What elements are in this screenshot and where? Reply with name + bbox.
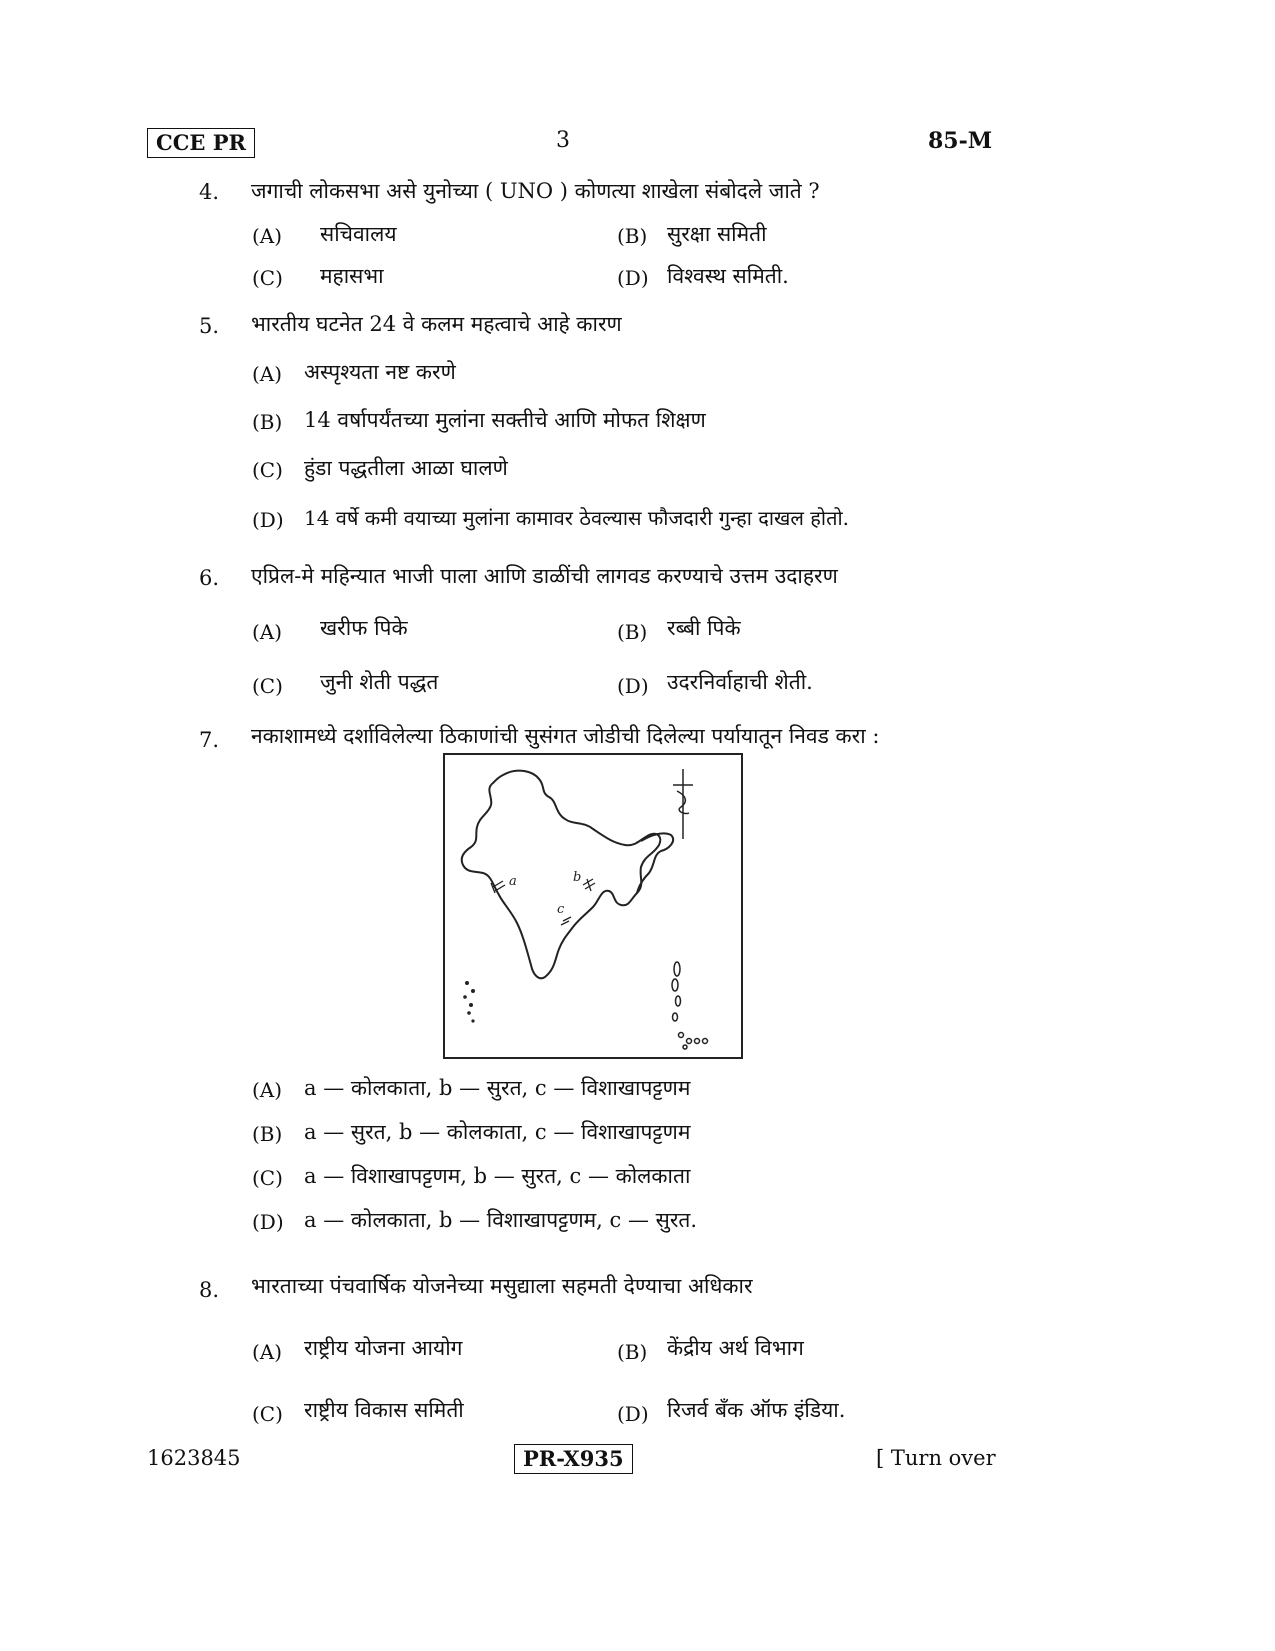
question-4-text: जगाची लोकसभा असे युनोच्या ( UNO ) कोणत्या शाखेला संबोदले जाते ? [251,179,820,203]
q5-option-a-text: अस्पृश्यता नष्ट करणे [304,360,456,384]
q5-option-d-label: (D) [252,508,284,532]
footer-code: PR-X935 [523,1446,624,1471]
q6-option-b-label: (B) [617,620,648,644]
map-marker-a: a [509,874,517,889]
q4-option-c-label: (C) [252,266,283,290]
q4-option-b-label: (B) [617,224,648,248]
footer-code-box [514,1444,633,1474]
q4-option-c-text: महासभा [320,264,384,288]
q6-option-d-label: (D) [617,674,649,698]
lakshadweep-islands [463,981,475,1023]
map-marker-b: b [573,870,582,885]
q8-option-b-text: केंद्रीय अर्थ विभाग [667,1336,804,1360]
q8-option-c-text: राष्ट्रीय विकास समिती [304,1398,464,1422]
paper-code: 85-M [928,128,993,154]
question-7-text: नकाशामध्ये दर्शाविलेल्या ठिकाणांची सुसंगत जोडीची दिलेल्या पर्यायातून निवड करा : [251,724,880,748]
q7-option-a-label: (A) [252,1078,283,1102]
q6-option-c-text: जुनी शेती पद्धत [320,670,439,694]
question-7-number: 7. [199,728,220,752]
q8-option-b-label: (B) [617,1340,648,1364]
q7-option-b-text: a — सुरत, b — कोलकाता, c — विशाखापट्टणम [304,1120,691,1144]
header-code-box [147,128,255,158]
q6-option-a-text: खरीफ पिके [320,616,408,640]
q5-option-b-text: 14 वर्षापर्यंतच्या मुलांना सक्तीचे आणि मोफत शिक्षण [304,408,706,432]
q8-option-d-label: (D) [617,1402,649,1426]
q7-option-d-label: (D) [252,1210,284,1234]
question-5-number: 5. [199,314,220,338]
q7-option-a-text: a — कोलकाता, b — सुरत, c — विशाखापट्टणम [304,1076,691,1100]
q4-option-a-text: सचिवालय [320,222,397,246]
marker-c-hatch [561,917,571,925]
question-8-number: 8. [199,1278,220,1302]
footer-serial: 1623845 [147,1446,241,1470]
marker-b-hatch [583,879,595,891]
q7-option-b-label: (B) [252,1122,283,1146]
q6-option-a-label: (A) [252,620,283,644]
q4-option-b-text: सुरक्षा समिती [667,222,767,246]
q4-option-a-label: (A) [252,224,283,248]
andaman-nicobar-islands [672,962,708,1049]
turn-over: [ Turn over [876,1446,996,1470]
q5-option-a-label: (A) [252,362,283,386]
q4-option-d-text: विश्वस्थ समिती. [667,264,789,288]
question-8-text: भारताच्या पंचवार्षिक योजनेच्या मसुद्याला सहमती देण्याचा अधिकार [251,1274,753,1298]
q7-option-d-text: a — कोलकाता, b — विशाखापट्टणम, c — सुरत. [304,1208,698,1232]
q7-option-c-label: (C) [252,1166,283,1190]
q5-option-b-label: (B) [252,410,283,434]
question-4-number: 4. [199,180,220,204]
q8-option-c-label: (C) [252,1402,283,1426]
q6-option-d-text: उदरनिर्वाहाची शेती. [667,670,813,694]
page-number: 3 [556,128,570,153]
india-map-drawing [445,755,741,1057]
q5-option-c-label: (C) [252,458,283,482]
india-outline [462,771,661,979]
q5-option-d-text: 14 वर्षे कमी वयाच्या मुलांना कामावर ठेवल्यास फौजदारी गुन्हा दाखल होतो. [304,506,850,530]
q5-option-c-text: हुंडा पद्धतीला आळा घालणे [304,456,508,480]
q8-option-a-text: राष्ट्रीय योजना आयोग [304,1336,463,1360]
q6-option-c-label: (C) [252,674,283,698]
q8-option-a-label: (A) [252,1340,283,1364]
question-6-text: एप्रिल-मे महिन्यात भाजी पाला आणि डाळींची लागवड करण्याचे उत्तम उदाहरण [251,564,838,588]
question-6-number: 6. [199,566,220,590]
header-code: CCE PR [156,130,246,155]
q7-option-c-text: a — विशाखापट्टणम, b — सुरत, c — कोलकाता [304,1164,691,1188]
q4-option-d-label: (D) [617,266,649,290]
map-marker-c: c [557,902,565,917]
india-map [443,753,743,1059]
q6-option-b-text: रब्बी पिके [667,616,741,640]
q8-option-d-text: रिजर्व बँक ऑफ इंडिया. [667,1398,846,1422]
question-5-text: भारतीय घटनेत 24 वे कलम महत्वाचे आहे कारण [251,312,622,336]
